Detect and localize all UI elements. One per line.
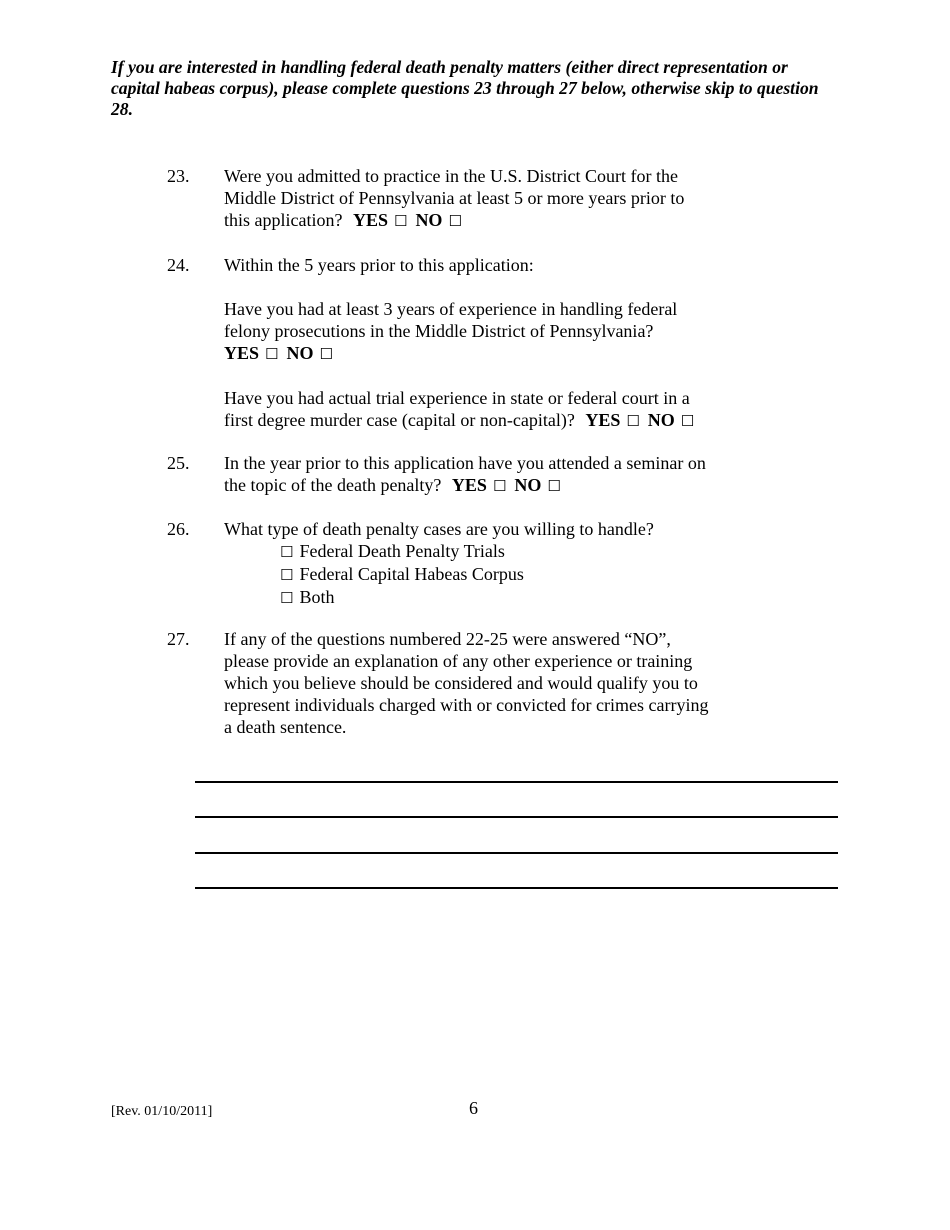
question-number: 26. (167, 519, 190, 539)
question-27-text-line2: please provide an explanation of any other experience or training (224, 651, 693, 671)
question-25-text-line2: the topic of the death penalty? (224, 475, 442, 495)
q24b-yes-checkbox[interactable]: ☐ (626, 412, 640, 430)
question-24b-text-line2: first degree murder case (capital or non-capital)? (224, 410, 575, 430)
option-federal-death-penalty-trials[interactable] (280, 540, 744, 563)
q23-yes-checkbox[interactable]: ☐ (393, 212, 408, 230)
q25-no-checkbox[interactable]: ☐ (547, 477, 561, 495)
question-26-text: What type of death penalty cases are you willing to handle? (224, 519, 654, 539)
revision-date: [Rev. 01/10/2011] (111, 1104, 213, 1119)
no-label: NO (647, 410, 675, 430)
question-24-text: Within the 5 years prior to this application: (224, 255, 534, 275)
option-label: Both (299, 587, 335, 607)
question-27-text-line4: represent individuals charged with or convicted for crimes carrying (224, 695, 709, 715)
yes-label: YES (451, 475, 487, 495)
answer-line-4[interactable] (195, 887, 838, 889)
question-25-text-line1: In the year prior to this application have you attended a seminar on (224, 453, 706, 473)
no-label: NO (415, 210, 443, 230)
question-24a-text-line1: Have you had at least 3 years of experience in handling federal (224, 299, 678, 319)
yes-label: YES (352, 210, 388, 230)
question-number: 25. (167, 453, 190, 473)
question-24b-text-line1: Have you had actual trial experience in state or federal court in a (224, 388, 690, 408)
question-number: 23. (167, 166, 190, 186)
question-23-text-line2: Middle District of Pennsylvania at least 5 or more years prior to (224, 188, 685, 208)
q24b-no-checkbox[interactable]: ☐ (680, 412, 695, 430)
question-27-text-line5: a death sentence. (224, 717, 347, 737)
answer-line-1[interactable] (195, 781, 838, 783)
q23-no-checkbox[interactable]: ☐ (448, 212, 462, 230)
question-23-text-line3: this application? (224, 210, 343, 230)
no-label: NO (514, 475, 542, 495)
page-number: 6 (469, 1098, 478, 1118)
question-27-text-line1: If any of the questions numbered 22-25 were answered “NO”, (224, 629, 671, 649)
option-checkbox[interactable]: ☐ (280, 566, 294, 584)
question-number: 24. (167, 255, 190, 275)
option-both[interactable] (280, 586, 744, 609)
option-federal-capital-habeas-corpus[interactable] (280, 563, 744, 586)
q25-yes-checkbox[interactable]: ☐ (492, 477, 507, 495)
question-number: 27. (167, 629, 190, 649)
instructions-text: If you are interested in handling federal death penalty matters (either direct representation or capital habeas corpus), please complete questions 23 through 27 below, otherwise skip to question 28. (111, 57, 819, 119)
question-23-text-line1: Were you admitted to practice in the U.S. District Court for the (224, 166, 678, 186)
answer-line-3[interactable] (195, 852, 838, 854)
option-label: Federal Capital Habeas Corpus (299, 564, 524, 584)
option-checkbox[interactable]: ☐ (280, 589, 294, 607)
question-24a-text-line2: felony prosecutions in the Middle District of Pennsylvania? (224, 321, 654, 341)
question-27-text-line3: which you believe should be considered and would qualify you to (224, 673, 698, 693)
option-label: Federal Death Penalty Trials (299, 541, 505, 561)
q24a-yes-checkbox[interactable]: ☐ (265, 345, 279, 363)
no-label: NO (286, 343, 314, 363)
yes-label: YES (224, 343, 260, 363)
answer-line-2[interactable] (195, 816, 838, 818)
option-checkbox[interactable]: ☐ (280, 543, 294, 561)
q24a-no-checkbox[interactable]: ☐ (319, 345, 333, 363)
yes-label: YES (585, 410, 621, 430)
